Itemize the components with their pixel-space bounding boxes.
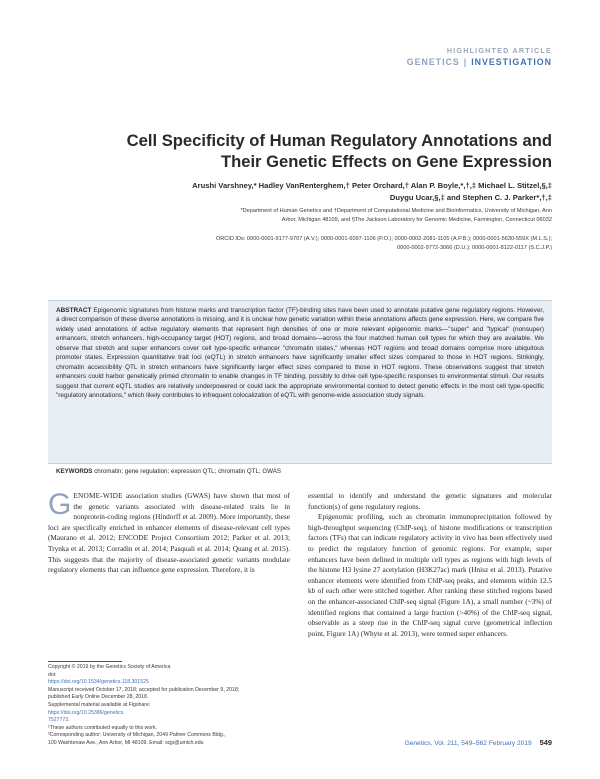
keywords-text: chromatin; gene regulation; expression QTL; chromatin QTL; GWAS [94,468,282,475]
doi-line [48,672,292,687]
abstract-text: Epigenomic signatures from histone marks and transcription factor (TF)-binding sites have been used to annotate putative gene regulatory regions. However, a direct comparison of these diverse annotations is missing, and it is unclear how genetic variation within these annotations affects gene expression. Here, we compare five widely used annotations of active regulatory elements that represent high densities of one or more relevant epigenomic marks—"super" and "typical" (nonsuper) enhancers, stretch enhancers, high-occupancy target (HOT) regions, and broad domains—across the four matched human cell types for which they are available. We observe that stretch and super enhancers cover cell type-specific enhancer "chromatin states," whereas HOT regions and broad domains comprise more ubiquitous promoter states. Expression quantitative trait loci (eQTL) in stretch enhancers have significantly smaller effect sizes compared to those in HOT regions. Strikingly, chromatin accessibility QTL in stretch enhancers have significantly larger effect sizes compared to those in HOT regions. These observations suggest that stretch enhancers could harbor genetically primed chromatin to enable changes in TF binding, possibly to drive cell type-specific responses to environmental stimuli. Our results suggest that current eQTL studies are relatively underpowered or could lack the appropriate environmental context to detect genetic effects in the most cell type-specific "regulatory annotations," which likely contributes to infrequent colocalization of eQTL with genome-wide association study signals. [56,307,544,400]
corresponding-author-line-2: 100 Washtenaw Ave., Ann Arbor, MI 48109. Email: scjp@umich.edu [48,739,204,746]
affiliation-line-1: *Department of Human Genetics and †Department of Computational Medicine and Bioinformatics, University of Michigan, Ann [240,208,552,214]
section-primary[interactable]: GENETICS [406,57,460,67]
author-line-2: Duygu Ucar,§,‡ and Stephen C. J. Parker*,†,‡ [389,192,552,202]
author-line-1: Arushi Varshney,* Hadley VanRenterghem,† Peter Orchard,† Alan P. Boyle,*,†,‡ Michael L. Stitzel,§,‡ [192,181,552,190]
page-footer [405,738,552,747]
title-line-2: Their Genetic Effects on Gene Expression [220,152,552,171]
drop-cap: G [48,488,72,521]
equal-contribution-note: ¹These authors contributed equally to this work. [48,724,157,731]
body-left-text: association studies (GWAS) have shown that most of the genetic variants associated with disease-related traits lie in nonprotein-coding regions (Hindorff et al. 2009). More importantly, these loci are specifically enriched in enhancer elements of disease-relevant cell types (Maurano et al. 2012; ENCODE Project Consortium 2012; Parker et al. 2013; Trynka et al. 2013; Corradin et al. 2014; Pasquali et al. 2014; Quang et al. 2015). This suggests that the majority of disease-associated genetic variants modulate regulatory elements that can influence gene expression. Therefore, it is [48,491,290,575]
supplemental-link-2[interactable]: 7527773. [48,717,70,724]
supplemental-prefix: Supplemental material available at Figshare: [48,701,151,708]
received-line: Manuscript received October 17, 2018; accepted for publication December 9, 2018; [48,686,240,693]
keywords-heading: KEYWORDS [56,468,93,475]
body-column-left [48,488,290,576]
copyright-line: Copyright © 2019 by the Genetics Society of America [48,664,171,670]
published-line: published Early Online December 28, 2018. [48,694,149,701]
body-right-paragraph-1: essential to identify and understand the genetic signatures and molecular function(s) of gene regulatory regions. [308,491,552,511]
title-line-1: Cell Specificity of Human Regulatory Annotations and [126,131,552,150]
orcid-ids [52,235,552,252]
footnote-rule [48,661,122,662]
section-separator: | [463,57,468,67]
abstract [56,306,544,401]
keywords [56,464,544,475]
doi-label: doi: [48,671,57,678]
doi-link[interactable]: https://doi.org/10.1534/genetics.118.301525 [48,679,149,686]
journal-meta: Genetics, Vol. 211, 549–562 February 2019 [404,740,532,747]
page-number: 549 [539,738,552,747]
supplemental-link-1[interactable]: https://doi.org/10.25386/genetics. [48,709,125,716]
article-type-label: HIGHLIGHTED ARTICLE [446,46,552,55]
orcid-line-2: 0000-0002-9772-3066 (D.U.); 0000-0001-8122-0117 (S.C.J.P.) [397,244,552,251]
author-list [72,180,552,203]
affiliations [72,207,552,224]
orcid-line-1: ORCID IDs: 0000-0001-9177-9707 (A.V.); 0000-0001-6097-1106 (P.O.); 0000-0002-2081-1105 (A.P.B.); 0000-0001-5630-559X (M.L.S.); [215,236,552,242]
opening-caps: ENOME-WIDE [73,491,123,500]
section-labels [407,57,552,67]
affiliation-line-2: Arbor, Michigan 48109, and §The Jackson Laboratory for Genomic Medicine, Farmington, Connecticut 06032 [281,216,552,223]
supplemental-line [48,702,292,717]
article-title [82,130,552,172]
body-column-right [308,491,552,639]
corresponding-author-line-1: ²Corresponding author: University of Michigan, 2049 Palmer Commons Bldg., [48,732,226,739]
footnotes [48,664,292,748]
abstract-heading: ABSTRACT [56,307,92,314]
body-right-paragraph-2: Epigenomic profiling, such as chromatin immunoprecipitation followed by high-throughput sequencing (ChIP-seq), of histone modifications or transcription factors (TFs) that can indicate regulatory activity in vivo has been effectively used to predict the regulatory function of genomic regions. For example, super enhancers have been defined in multiple cell types as regions with high levels of the histone H3 lysine 27 acetylation (H3K27ac) mark (Hnisz et al. 2013). Putative enhancer elements were identified from ChIP-seq peaks, and elements within 12.5 kb of each other were stitched together. After ranking these stitched regions based on the enhancer-associated ChIP-seq signal (Figure 1A), a small number (~3%) of identified regions that contained a large fraction (>40%) of the ChIP-seq signal, observable as a steep rise in the ChIP-seq signal curve (geometrical inflection point, Figure 1A) (Whyte et al. 2013), were termed super enhancers. [308,512,552,638]
section-secondary[interactable]: INVESTIGATION [471,57,552,67]
